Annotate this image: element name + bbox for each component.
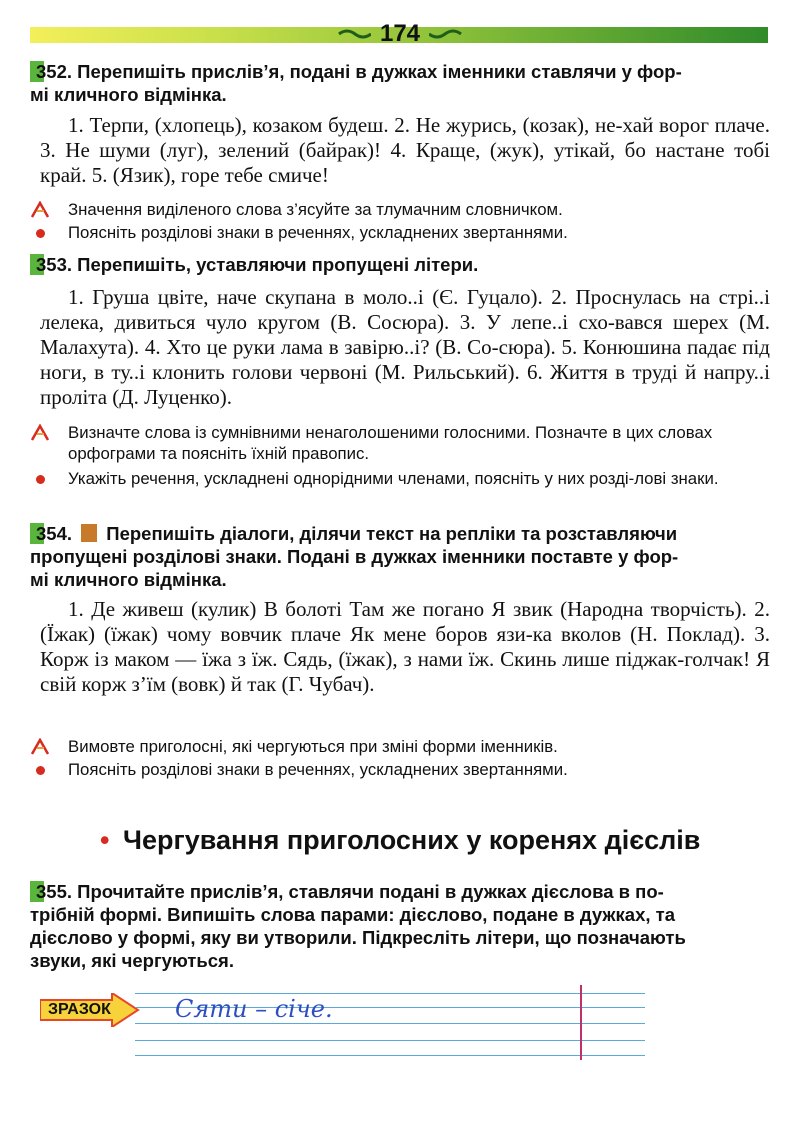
writing-line — [135, 1040, 645, 1041]
sample-handwriting: Сяти – січе. — [175, 995, 333, 1023]
task-353-text: 1. Груша цвіте, наче скупана в моло..і (Є. Гуцало). 2. Проснулась на стрі..і лелека, дивиться чуло кругом (В. Сосюра). 3. У лепе..і схо-вався шерех (М. Малахута). 4. Хто це руки лама в завірю..і? (В. Со-сюра). 5. Конюшина падає під ноги, в ту..і клонить голови червоні (М. Рильський). 6. Життя в труді й напру..і проліта (Д. Луценко). — [40, 285, 770, 409]
task-352-instruction: 352. Перепишіть прислів’я, подані в дужках іменники ставлячи у фор- мі кличного відмінка. — [30, 61, 682, 105]
bullet-icon — [36, 229, 45, 238]
margin-line — [580, 985, 582, 1060]
pencil-arrow-icon — [30, 424, 50, 442]
task-352-text: 1. Терпи, (хлопець), козаком будеш. 2. Не журись, (козак), не-хай ворог плаче. 3. Не шуми (луг), зелений (байрак)! 4. Краще, (жук), утікай, бо настане тобі край. 5. (Язик), горе тебе смиче! — [40, 113, 770, 187]
ornament-left-icon — [337, 28, 371, 40]
book-icon — [81, 524, 97, 542]
pencil-arrow-icon — [30, 738, 50, 756]
task-354-text: 1. Де живеш (кулик) В болоті Там же погано Я звик (Народна творчість). 2. (Їжак) (їжак) чому вовчик плаче Як мене боров язи-ка вколов (Н. Поклад). 3. Корж із маком — їжа з їж. Сядь, (їжак), з нами їж. Скинь лише піджак-голчак! Я свій корж з’їм (вовк) й так (Г. Чубач). — [40, 597, 770, 696]
task-355-instruction: 355. Прочитайте прислів’я, ставлячи подані в дужках дієслова в по- трібній формі. Випишіть слова парами: дієслово, подане в дужках, та дієслово у формі, яку ви утворили. Підкресліть літери, що позначають звуки, які чергуються. — [30, 881, 686, 971]
task-354-instruction: 354. Перепишіть діалоги, ділячи текст на репліки та розставляючи пропущені розділові знаки. Подані в дужках іменники поставте у фор- мі кличного відмінка. — [30, 523, 679, 590]
sample-label: ЗРАЗОК — [48, 1001, 111, 1018]
pencil-arrow-icon — [30, 201, 50, 219]
writing-line — [135, 993, 645, 994]
bullet-icon: • — [100, 825, 110, 855]
page-number: 174 — [345, 18, 455, 50]
writing-line — [135, 1055, 645, 1056]
bullet-icon — [36, 766, 45, 775]
bullet-icon — [36, 475, 45, 484]
writing-line — [135, 1023, 645, 1024]
ornament-right-icon — [429, 28, 463, 40]
section-title: • Чергування приголосних у коренях дієслів — [100, 825, 701, 855]
task-353-instruction: 353. Перепишіть, уставляючи пропущені літери. — [30, 253, 478, 276]
